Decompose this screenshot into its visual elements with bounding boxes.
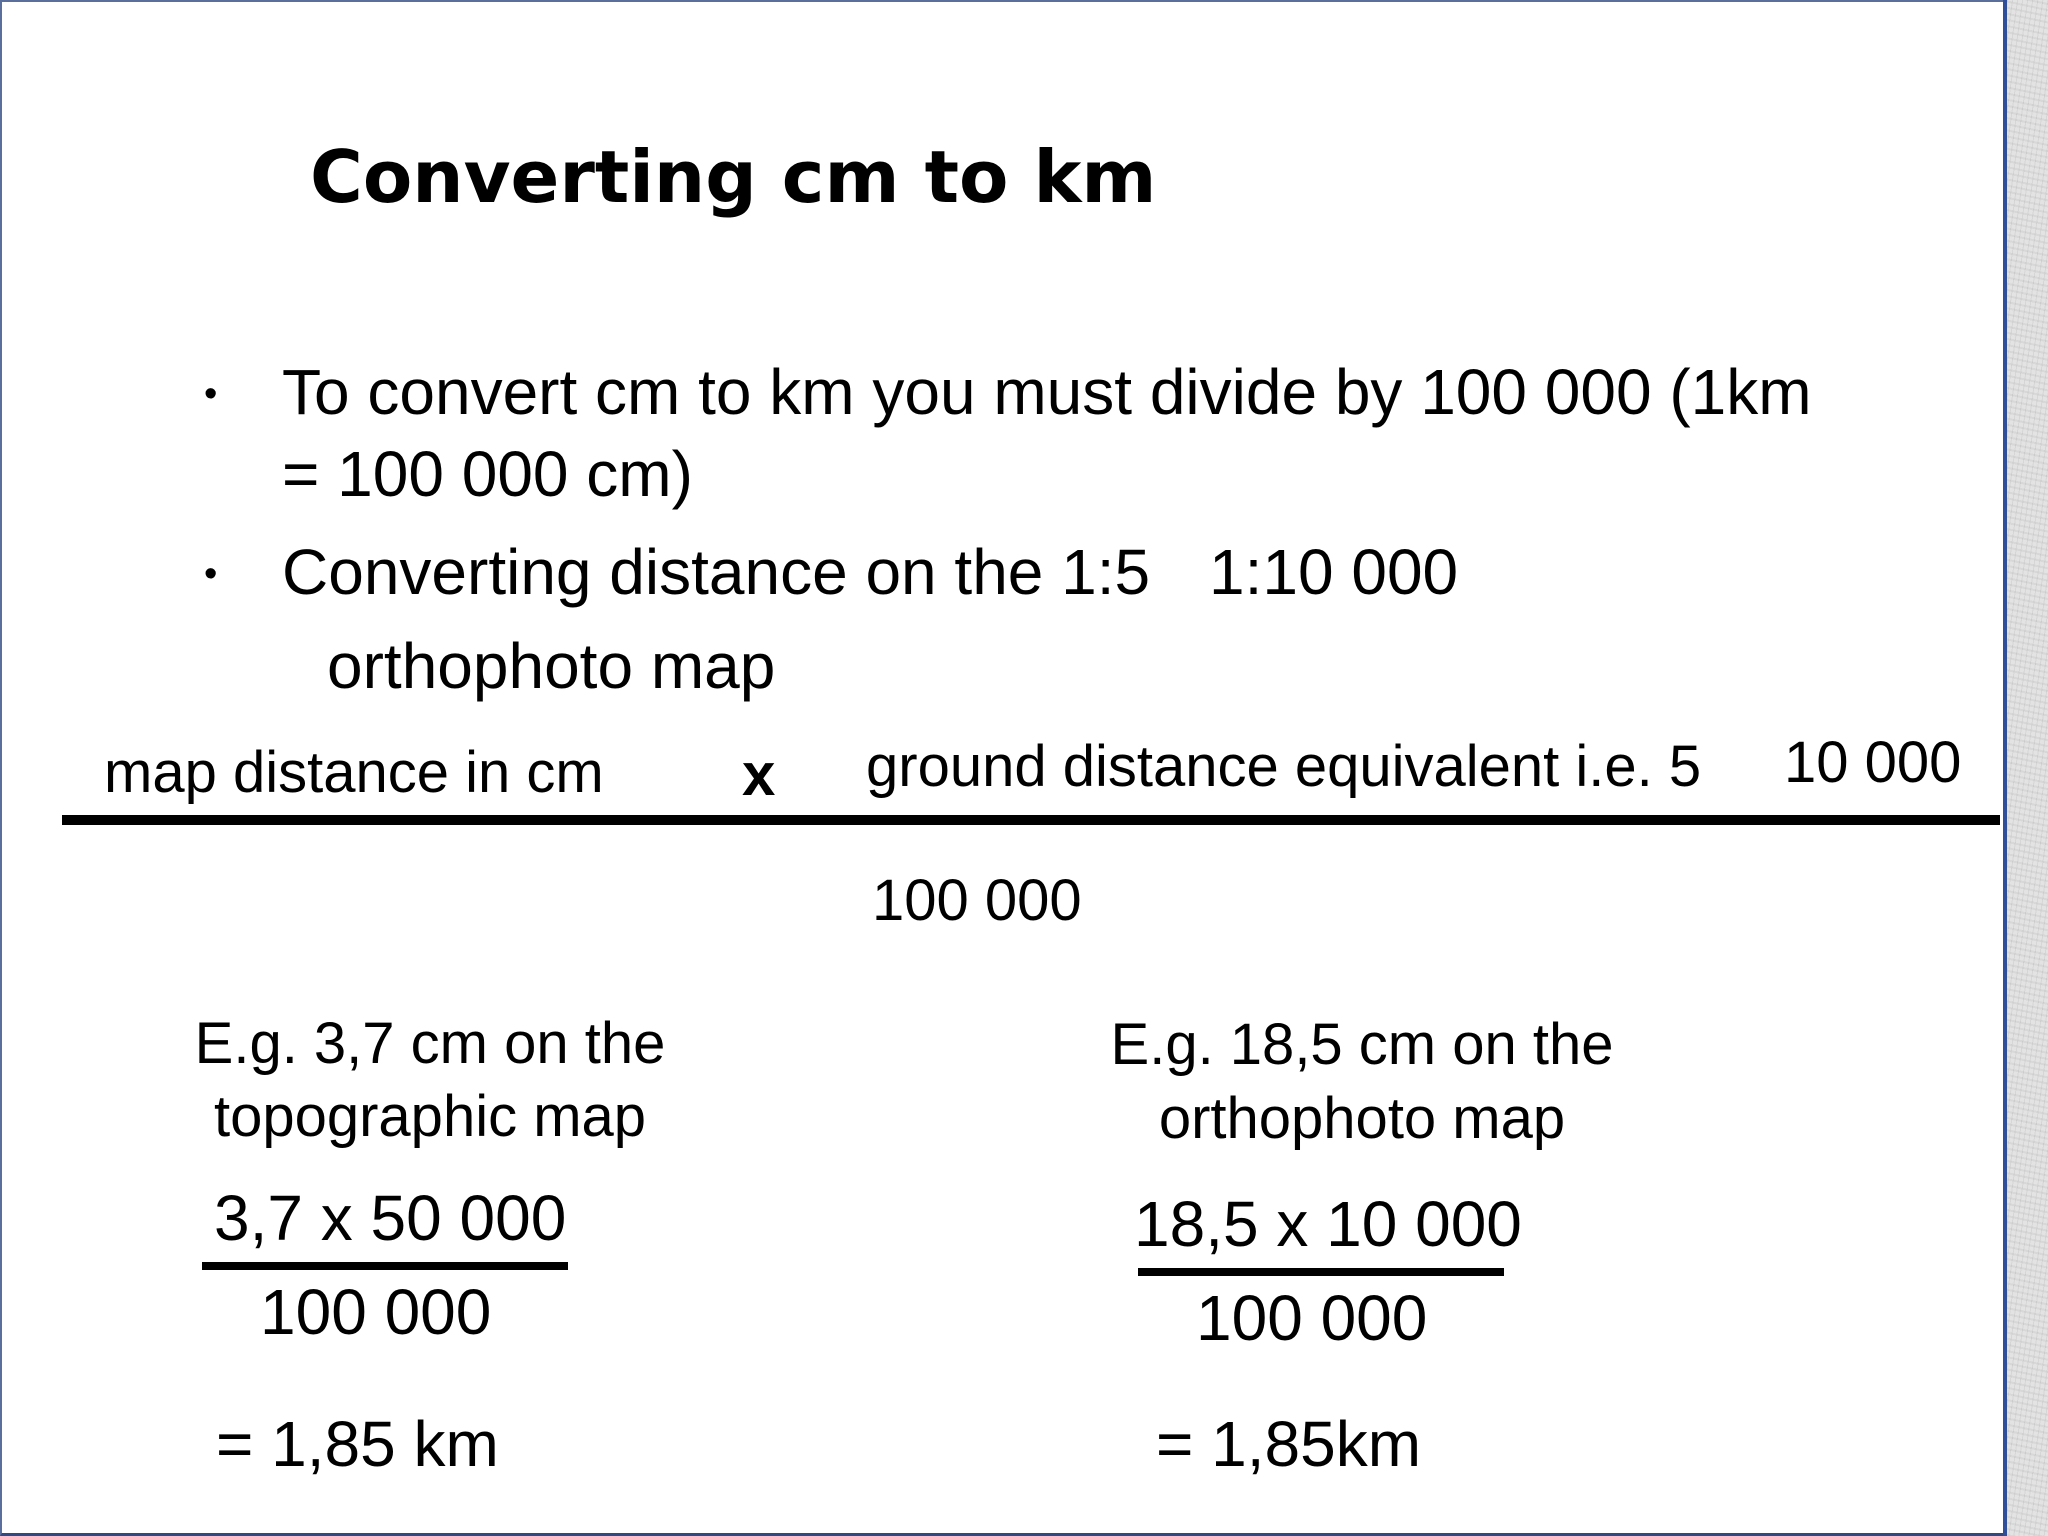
bullet-marker: • — [204, 553, 218, 595]
example-1-caption-line-2: topographic map — [213, 1084, 647, 1149]
background-texture — [2007, 0, 2048, 1536]
example-1-caption-line-1: E.g. 3,7 cm on the — [194, 1011, 666, 1076]
formula-overlay-scale: 10 000 — [1784, 730, 1962, 795]
example-2-result: = 1,85km — [1156, 1408, 1422, 1480]
example-2-caption-line-1: E.g. 18,5 cm on the — [1110, 1012, 1614, 1077]
formula-numerator-right: ground distance equivalent i.e. 5 — [866, 734, 1702, 799]
formula-multiply-sign: x — [742, 741, 776, 808]
bullet-2-clip — [282, 532, 1180, 612]
example-1-denominator: 100 000 — [260, 1276, 492, 1348]
formula-fraction-bar — [62, 815, 2000, 825]
example-1-numerator: 3,7 x 50 000 — [214, 1182, 567, 1254]
example-2-fraction-bar — [1138, 1268, 1504, 1276]
example-2-caption-line-2: orthophoto map — [1158, 1086, 1566, 1151]
formula-numerator-left: map distance in cm — [104, 740, 604, 805]
example-1-fraction-bar — [202, 1262, 568, 1270]
bullet-2-line-2: orthophoto map — [327, 630, 776, 702]
bullet-1-line-1: To convert cm to km you must divide by 100 000 (1km — [282, 356, 1812, 428]
example-2-numerator: 18,5 x 10 000 — [1134, 1188, 1522, 1260]
bullet-2-line-1: Converting distance on the 1:5 — [282, 536, 1151, 608]
bullet-marker: • — [204, 373, 218, 415]
bullet-2-overlay-scale: 1:10 000 — [1209, 536, 1459, 608]
formula-denominator: 100 000 — [872, 868, 1082, 933]
formula-right-clip — [866, 732, 1746, 806]
slide-title: Converting cm to km — [310, 135, 1157, 219]
example-1-result: = 1,85 km — [216, 1408, 499, 1480]
example-2-denominator: 100 000 — [1196, 1282, 1428, 1354]
bullet-1-line-2: = 100 000 cm) — [282, 438, 693, 510]
